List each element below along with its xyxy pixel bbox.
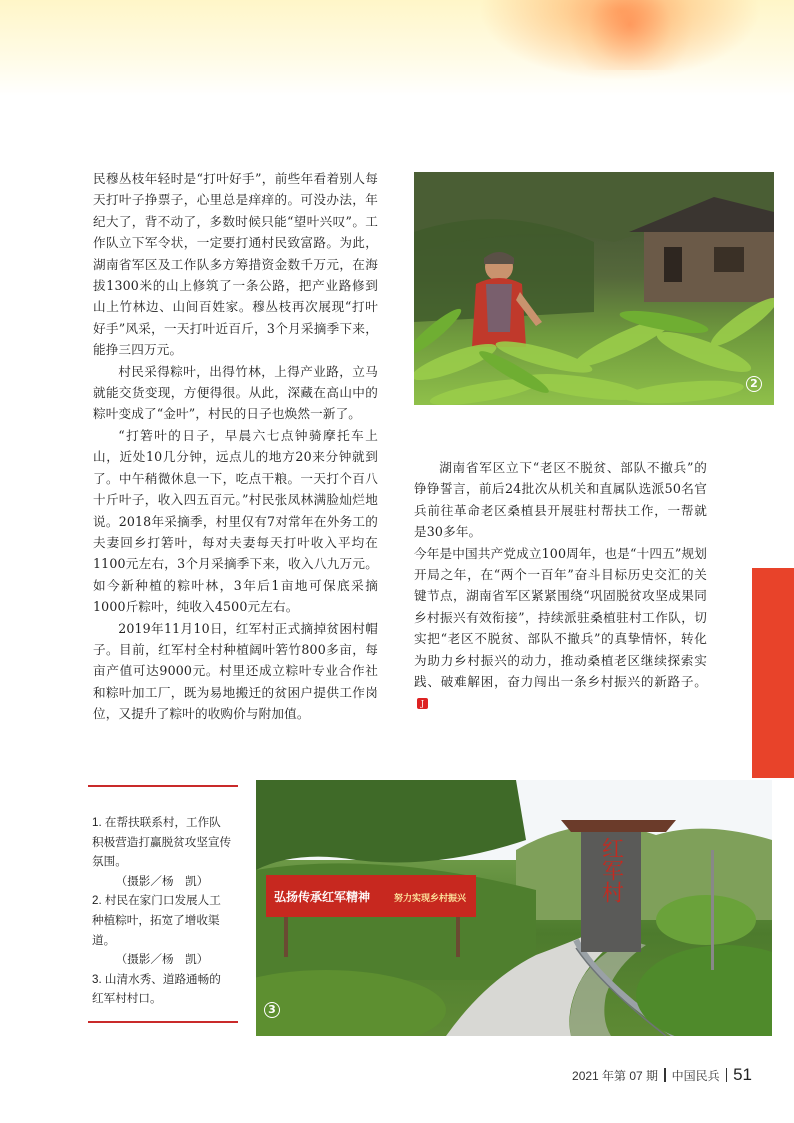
paragraph: 村民采得粽叶，出得竹林，上得产业路，立马就能交货变现，方便得很。从此，深藏在高山中的粽叶变成了“金叶”，村民的日子也焕然一新了。 — [93, 363, 378, 422]
billboard-slogan-left: 弘扬传承红军精神 — [274, 890, 371, 904]
banner-flare — [560, 0, 700, 70]
page-number: 51 — [733, 1065, 752, 1084]
footer-divider — [664, 1068, 666, 1082]
photo-village-illustration — [256, 780, 772, 1036]
caption-top-rule — [88, 785, 238, 787]
footer-divider — [726, 1068, 728, 1082]
paragraph: 湖南省军区立下“老区不脱贫、部队不撤兵”的铮铮誓言，前后24批次从机关和直属队选派50名官兵前往革命老区桑植县开展驻村帮扶工作，一帮就是30多年。 — [414, 460, 707, 540]
caption-text — [92, 813, 232, 1009]
header-banner — [0, 0, 794, 96]
paragraph: “打箬叶的日子，早晨六七点钟骑摩托车上山，近处10几分钟，远点儿的地方20来分钟就到了。中午稍微休息一下，吃点干粮。一天打个百八十斤叶子，收入四五百元。”村民张凤林满脸灿烂地说。2018年采摘季，村里仅有7对常年在外务工的夫妻回乡打箬叶，每对夫妻每天打叶收入平均在1100元左右，3个月采摘季下来，收入八九万元。如今新种植的粽叶林，3年后1亩地可保底采摘1000斤粽叶，纯收入4500元左右。 — [93, 427, 378, 615]
side-accent-tab — [752, 568, 794, 778]
photo-number-badge: 3 — [264, 1002, 280, 1018]
caption-credit: （摄影／杨 凯） — [115, 953, 209, 967]
photo-number-badge: 2 — [746, 376, 762, 392]
caption-bottom-rule — [88, 1021, 238, 1023]
page-footer — [572, 1065, 752, 1085]
photo-village-entrance — [256, 780, 772, 1036]
photo-captions — [88, 785, 238, 1023]
photo-villager-planting — [414, 172, 774, 405]
article-left-column — [93, 168, 378, 725]
photo-villager-illustration — [414, 172, 774, 405]
gate-text: 红军村 — [598, 837, 624, 903]
paragraph: 今年是中国共产党成立100周年，也是“十四五”规划开局之年，在“两个一百年”奋斗目标历史交汇的关键节点，湖南省军区紧紧围绕“巩固脱贫攻坚成果同乡村振兴有效衔接”，持续派驻桑植驻村工作队，切实把“老区不脱贫、部队不撤兵”的真挚情怀，转化为助力乡村振兴的动力，推动桑植老区继续探索实践、破难解困，奋力闯出一条乡村振兴的新路子。 — [414, 545, 707, 690]
paragraph: 民穆丛枝年轻时是“打叶好手”，前些年看着别人每天打叶子挣票子，心里总是痒痒的。可没办法，年纪大了，背不动了，多数时候只能“望叶兴叹”。工作队立下军令状，一定要打通村民致富路。为此，湖南省军区及工作队多方筹措资金数千万元，在海拔1300米的山上修筑了一条公路，把产业路修到山上竹林边、山间百姓家。穆丛枝再次展现“打叶好手”风采，一天打叶近百斤，3个月采摘季下来，能挣三四万元。 — [93, 171, 378, 358]
end-mark-icon: J — [417, 698, 428, 709]
caption-credit: （摄影／杨 凯） — [115, 874, 209, 888]
billboard-slogan-right: 努力实现乡村振兴 — [394, 894, 467, 904]
caption-item: 3. 山清水秀、道路通畅的红军村村口。 — [92, 972, 221, 1006]
caption-item: 2. 村民在家门口发展人工种植粽叶，拓宽了增收渠道。 — [92, 894, 221, 947]
issue-label: 2021 年第 07 期 — [572, 1068, 659, 1083]
caption-item: 1. 在帮扶联系村，工作队积极营造打赢脱贫攻坚宣传氛围。 — [92, 816, 232, 869]
paragraph: 2019年11月10日，红军村正式摘掉贫困村帽子。目前，红军村全村种植阔叶箬竹800多亩，每亩产值可达9000元。村里还成立粽叶专业合作社和粽叶加工厂，既为易地搬迁的贫困户提供工作岗位，又提升了粽叶的收购价与附加值。 — [93, 620, 378, 722]
magazine-name: 中国民兵 — [671, 1068, 720, 1083]
article-right-column — [414, 457, 707, 714]
